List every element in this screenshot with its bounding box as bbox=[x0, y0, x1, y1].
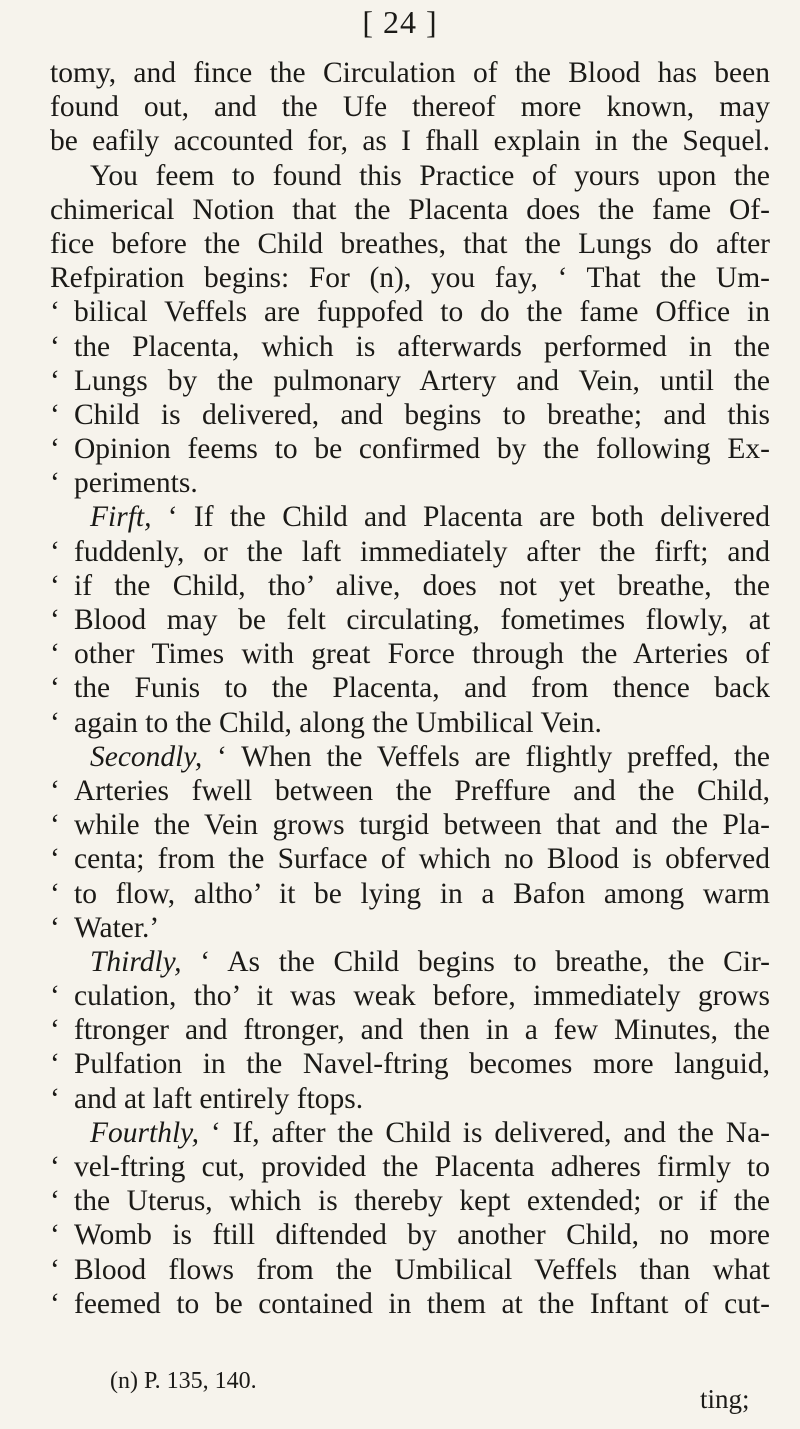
text-line bbox=[50, 1287, 770, 1321]
paragraph-lead-word: Secondly, bbox=[90, 740, 203, 773]
margin-quote-mark: ‘ bbox=[50, 569, 60, 602]
line-text: fice before the Child breathes, that the Lungs do after bbox=[50, 227, 770, 260]
line-text: ‘ As the Child begins to breathe, the Cir- bbox=[181, 945, 770, 978]
text-line bbox=[50, 1013, 770, 1047]
text-line bbox=[50, 56, 770, 90]
line-text: if the Child, tho’ alive, does not yet breathe, the bbox=[74, 569, 770, 602]
line-text: the Placenta, which is afterwards performed in the bbox=[74, 330, 770, 363]
text-line bbox=[50, 295, 770, 329]
line-text: ‘ If the Child and Placenta are both delivered bbox=[151, 501, 770, 534]
line-text: chimerical Notion that the Placenta does the fame Of- bbox=[50, 193, 770, 226]
text-line bbox=[50, 1150, 770, 1184]
paragraph-lead-word: Thirdly, bbox=[90, 945, 182, 978]
text-line bbox=[50, 842, 770, 876]
text-line bbox=[50, 603, 770, 637]
page-number: [ 24 ] bbox=[362, 4, 438, 40]
line-text: Arteries fwell between the Preffure and the Child, bbox=[74, 774, 770, 807]
line-text: ‘ When the Veffels are flightly preffed, the bbox=[202, 740, 770, 773]
text-line bbox=[50, 808, 770, 842]
line-text: Refpiration begins: For (n), you fay, ‘ That the Um- bbox=[50, 262, 770, 295]
margin-quote-mark: ‘ bbox=[50, 1048, 60, 1081]
line-text: bilical Veffels are fuppofed to do the fame Office in bbox=[74, 296, 770, 329]
margin-quote-mark: ‘ bbox=[50, 638, 60, 671]
text-line bbox=[50, 1184, 770, 1218]
text-line bbox=[50, 637, 770, 671]
line-text: periments. bbox=[74, 467, 198, 500]
paragraph-lead-word: Firft, bbox=[90, 501, 152, 534]
line-text: while the Vein grows turgid between that and the Pla- bbox=[74, 809, 770, 842]
line-text: Womb is ftill diftended by another Child, no more bbox=[74, 1219, 770, 1252]
text-line bbox=[50, 774, 770, 808]
line-text: Child is delivered, and begins to breathe; and this bbox=[74, 398, 770, 431]
text-line bbox=[50, 432, 770, 466]
line-text: Blood flows from the Umbilical Veffels than what bbox=[74, 1253, 770, 1286]
text-line bbox=[50, 159, 770, 193]
text-line bbox=[50, 227, 770, 261]
line-text: Pulfation in the Navel-ftring becomes more languid, bbox=[74, 1048, 770, 1081]
text-line bbox=[50, 1047, 770, 1081]
text-line bbox=[50, 979, 770, 1013]
line-text: to flow, altho’ it be lying in a Bafon among warm bbox=[74, 877, 770, 910]
line-text: be eafily accounted for, as I fhall explain in the Sequel. bbox=[50, 125, 770, 158]
text-line bbox=[50, 193, 770, 227]
margin-quote-mark: ‘ bbox=[50, 1014, 60, 1047]
margin-quote-mark: ‘ bbox=[50, 843, 60, 876]
margin-quote-mark: ‘ bbox=[50, 1287, 60, 1320]
margin-quote-mark: ‘ bbox=[50, 467, 60, 500]
margin-quote-mark: ‘ bbox=[50, 398, 60, 431]
line-text: Water.’ bbox=[74, 911, 160, 944]
text-line bbox=[50, 911, 770, 945]
margin-quote-mark: ‘ bbox=[50, 1082, 60, 1115]
text-line bbox=[50, 569, 770, 603]
margin-quote-mark: ‘ bbox=[50, 1151, 60, 1183]
text-line bbox=[50, 500, 770, 534]
line-text: You feem to found this Practice of yours upon the bbox=[90, 159, 770, 192]
catchword: ting; bbox=[700, 1384, 750, 1414]
line-text: the Uterus, which is thereby kept extended; or if the bbox=[74, 1185, 770, 1218]
text-line bbox=[50, 1218, 770, 1252]
margin-quote-mark: ‘ bbox=[50, 433, 60, 466]
line-text: culation, tho’ it was weak before, immediately grows bbox=[74, 980, 770, 1013]
text-line bbox=[50, 364, 770, 398]
text-line bbox=[50, 1116, 770, 1150]
text-line bbox=[50, 90, 770, 124]
footnote: (n) P. 135, 140. bbox=[110, 1368, 257, 1394]
margin-quote-mark: ‘ bbox=[50, 364, 60, 397]
line-text: centa; from the Surface of which no Blood is obferved bbox=[74, 843, 770, 876]
text-line bbox=[50, 877, 770, 911]
margin-quote-mark: ‘ bbox=[50, 535, 60, 568]
line-text: Opinion feems to be confirmed by the following Ex- bbox=[74, 433, 770, 466]
paragraph-lead-word: Fourthly, bbox=[90, 1116, 199, 1149]
margin-quote-mark: ‘ bbox=[50, 672, 60, 705]
margin-quote-mark: ‘ bbox=[50, 1185, 60, 1218]
text-line bbox=[50, 1082, 770, 1116]
body-text bbox=[50, 56, 770, 1321]
margin-quote-mark: ‘ bbox=[50, 330, 60, 363]
margin-quote-mark: ‘ bbox=[50, 980, 60, 1013]
text-line bbox=[50, 535, 770, 569]
margin-quote-mark: ‘ bbox=[50, 604, 60, 636]
line-text: again to the Child, along the Umbilical Vein. bbox=[74, 706, 602, 739]
margin-quote-mark: ‘ bbox=[50, 774, 60, 807]
text-line bbox=[50, 124, 770, 158]
line-text: found out, and the Ufe thereof more known, may bbox=[50, 91, 770, 124]
margin-quote-mark: ‘ bbox=[50, 1219, 60, 1252]
line-text: tomy, and fince the Circulation of the Blood has been bbox=[50, 57, 770, 89]
margin-quote-mark: ‘ bbox=[50, 1253, 60, 1286]
text-line bbox=[50, 706, 770, 740]
margin-quote-mark: ‘ bbox=[50, 706, 60, 739]
line-text: the Funis to the Placenta, and from thence back bbox=[74, 672, 770, 705]
margin-quote-mark: ‘ bbox=[50, 296, 60, 329]
margin-quote-mark: ‘ bbox=[50, 911, 60, 944]
line-text: ‘ If, after the Child is delivered, and the Na- bbox=[198, 1116, 770, 1149]
line-text: vel-ftring cut, provided the Placenta adheres firmly to bbox=[74, 1151, 770, 1183]
text-line bbox=[50, 945, 770, 979]
text-line bbox=[50, 398, 770, 432]
line-text: feemed to be contained in them at the Inftant of cut- bbox=[74, 1287, 770, 1320]
line-text: fuddenly, or the laft immediately after the firft; and bbox=[74, 535, 770, 568]
text-line bbox=[50, 330, 770, 364]
margin-quote-mark: ‘ bbox=[50, 809, 60, 842]
text-line bbox=[50, 671, 770, 705]
line-text: Blood may be felt circulating, fometimes flowly, at bbox=[74, 604, 770, 636]
text-line bbox=[50, 1253, 770, 1287]
line-text: and at laft entirely ftops. bbox=[74, 1082, 364, 1115]
margin-quote-mark: ‘ bbox=[50, 877, 60, 910]
line-text: other Times with great Force through the Arteries of bbox=[74, 638, 770, 671]
text-line bbox=[50, 261, 770, 295]
line-text: ftronger and ftronger, and then in a few Minutes, the bbox=[74, 1014, 770, 1047]
text-line bbox=[50, 466, 770, 500]
text-line bbox=[50, 740, 770, 774]
line-text: Lungs by the pulmonary Artery and Vein, until the bbox=[74, 364, 770, 397]
